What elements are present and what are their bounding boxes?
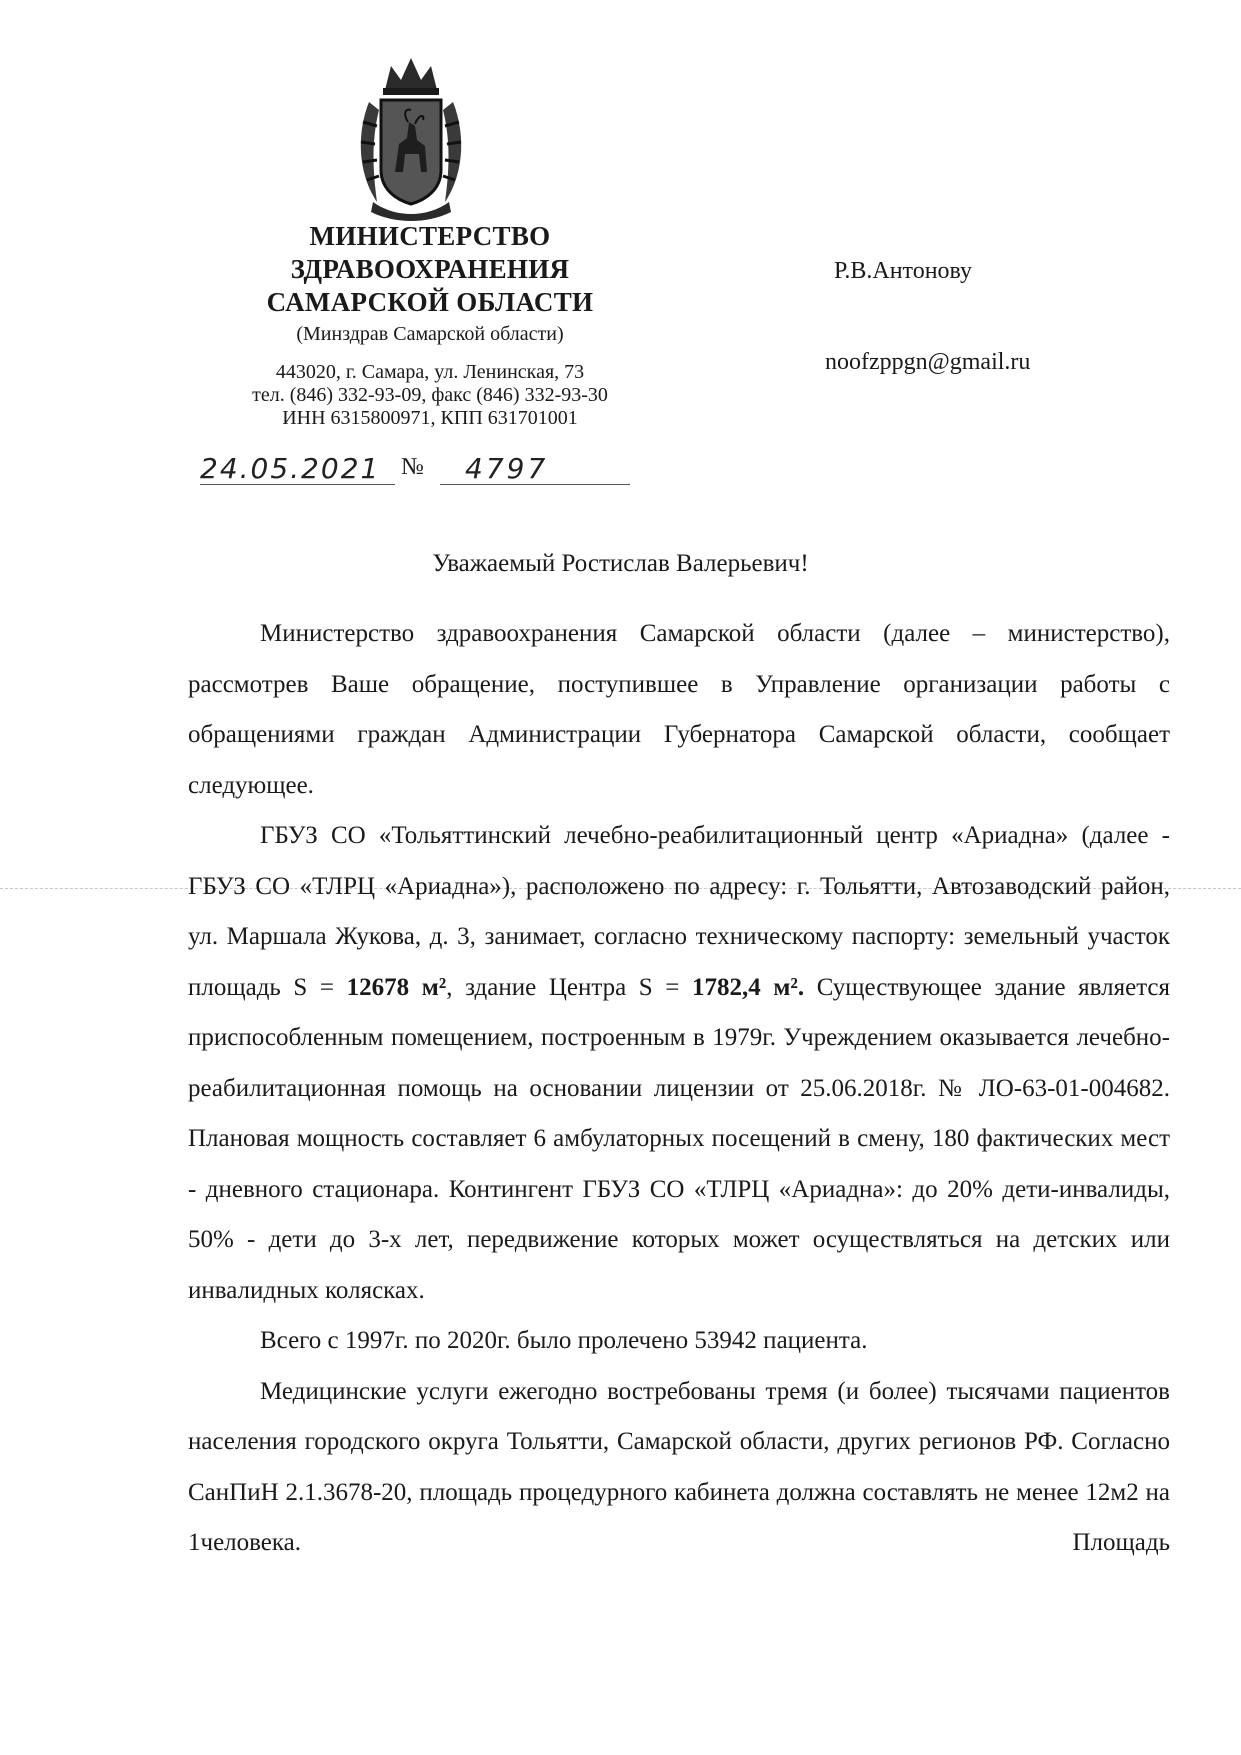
recipient-email: noofzppgn@gmail.ru <box>825 349 1031 375</box>
paragraph-2-part-a: ГБУЗ СО «Тольяттинский лечебно-реабилитационный центр «Ариадна» (далее - ГБУЗ СО «ТЛРЦ «Ариадна»), расположено по адресу: г. Тольятти, Автозаводский район, ул. Маршала Жукова, д. 3, занимает, согласно техническому паспорту: земельный участок площадь S = <box>188 822 1170 1001</box>
number-sign: № <box>401 454 424 480</box>
handwritten-date: 24.05.2021 <box>200 452 381 485</box>
ministry-name-line3: САМАРСКОЙ ОБЛАСТИ <box>266 287 594 317</box>
paragraph-3: Всего с 1997г. по 2020г. было пролечено 53942 пациента. <box>260 1327 868 1354</box>
ministry-short-name: (Минздрав Самарской области) <box>296 323 564 345</box>
ministry-inn-kpp: ИНН 6315800971, КПП 631701001 <box>282 407 578 429</box>
ministry-address: 443020, г. Самара, ул. Ленинская, 73 <box>275 361 585 383</box>
paragraph-2-part-c: Существующее здание является приспособленным помещением, построенным в 1979г. Учреждением оказывается лечебно-реабилитационная помощь на основании лицензии от 25.06.2018г. № ЛО-63-01-004682. Плановая мощность составляет 6 амбулаторных посещений в смену, 180 фактических мест - дневного стационара. Контингент ГБУЗ СО «ТЛРЦ «Ариадна»: до 20% дети-инвалиды, 50% - дети до 3-х лет, передвижение которых может осуществляться на детских или инвалидных колясках. <box>188 973 1171 1304</box>
date-underline <box>200 484 395 485</box>
ministry-contacts <box>200 361 660 430</box>
sender-letterhead <box>200 220 660 430</box>
paragraph-2 <box>188 811 1170 1316</box>
samara-coat-of-arms-emblem <box>355 52 467 222</box>
ministry-name-line1: МИНИСТЕРСТВО <box>309 221 551 251</box>
paragraph-4: Медицинские услуги ежегодно востребованы тремя (и более) тысячами пациентов населения городского округа Тольятти, Самарской области, других регионов РФ. Согласно СанПиН 2.1.3678-20, площадь процедурного кабинета должна составлять не менее 12м2 на 1человека. Площадь <box>188 1377 1170 1556</box>
number-underline <box>440 484 630 485</box>
recipient-name: Р.В.Антонову <box>834 258 973 284</box>
building-area-value: 1782,4 м². <box>692 973 805 1001</box>
letter-body <box>188 609 1170 1569</box>
outgoing-reference <box>200 452 630 486</box>
handwritten-number: 4797 <box>465 452 549 485</box>
ministry-name-line2: ЗДРАВООХРАНЕНИЯ <box>290 254 570 284</box>
salutation: Уважаемый Ростислав Валерьевич! <box>432 550 809 577</box>
paragraph-2-part-b: , здание Центра S = <box>446 973 692 1001</box>
ministry-phone: тел. (846) 332-93-09, факс (846) 332-93-30 <box>252 384 608 406</box>
paragraph-1: Министерство здравоохранения Самарской области (далее – министерство), рассмотрев Ваше обращение, поступившее в Управление организации работы с обращениями граждан Администрации Губернатора Самарской области, сообщает следующее. <box>188 620 1170 799</box>
land-area-value: 12678 м² <box>346 973 447 1001</box>
